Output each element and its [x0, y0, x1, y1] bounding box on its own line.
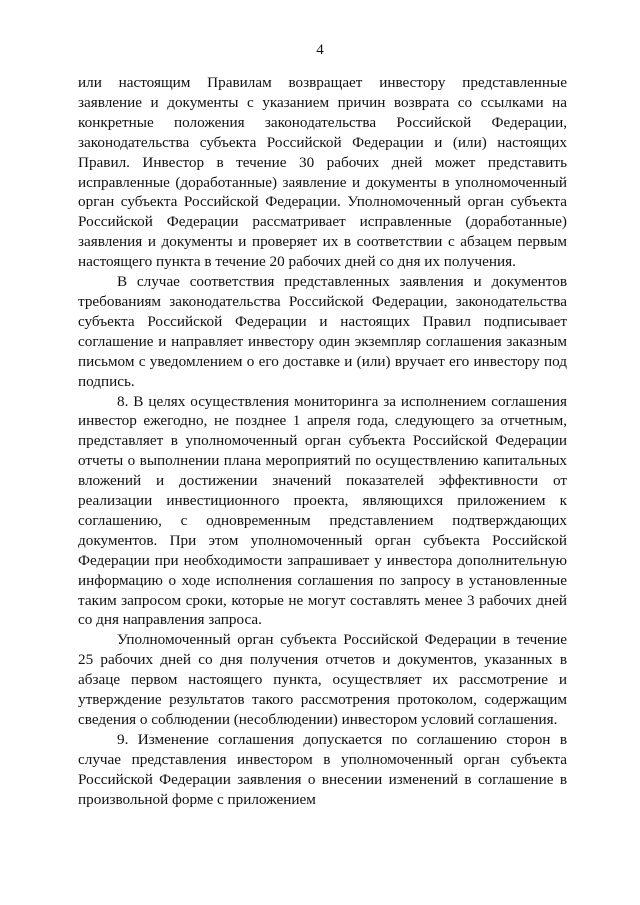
document-body: [78, 73, 567, 810]
paragraph-return-documents: или настоящим Правилам возвращает инвестору представленные заявление и документы с указанием причин возврата со ссылками на конкретные положения законодательства Российской Федерации, законодательства субъекта Российской Федерации и (или) настоящих Правил. Инвестор в течение 30 рабочих дней может представить исправленные (доработанные) заявление и документы в уполномоченный орган субъекта Российской Федерации. Уполномоченный орган субъекта Российской Федерации рассматривает исправленные (доработанные) заявления и документы и проверяет их в соответствии с абзацем первым настоящего пункта в течение 20 рабочих дней со дня их получения.: [78, 74, 567, 271]
paragraph-report-review: Уполномоченный орган субъекта Российской Федерации в течение 25 рабочих дней со дня получения отчетов и документов, указанных в абзаце первом настоящего пункта, осуществляет их рассмотрение и утверждение результатов такого рассмотрения протоколом, содержащим сведения о соблюдении (несоблюдении) инвестором условий соглашения.: [78, 631, 567, 728]
paragraph-item-9-amendment: 9. Изменение соглашения допускается по соглашению сторон в случае представления инвестором в уполномоченный орган субъекта Российской Федерации заявления о внесении изменений в соглашение в произвольной форме с приложением: [78, 730, 567, 808]
paragraph-item-8-monitoring: 8. В целях осуществления мониторинга за исполнением соглашения инвестор ежегодно, не позднее 1 апреля года, следующего за отчетным, представляет в уполномоченный орган субъекта Российской Федерации отчеты о выполнении плана мероприятий по осуществлению капитальных вложений и достижении значений показателей эффективности от реализации инвестиционного проекта, являющихся приложением к соглашению, с одновременным представлением подтверждающих документов. При этом уполномоченный орган субъекта Российской Федерации при необходимости запрашивает у инвестора дополнительную информацию о ходе исполнения соглашения по запросу в установленные таким запросом сроки, которые не могут составлять менее 3 рабочих дней со дня направления запроса.: [78, 392, 567, 629]
page-number: 4: [316, 42, 324, 58]
paragraph-signing-agreement: В случае соответствия представленных заявления и документов требованиям законодательства Российской Федерации, законодательства субъекта Российской Федерации и настоящих Правил подписывает соглашение и направляет инвестору один экземпляр соглашения заказным письмом с уведомлением о его доставке и (или) вручает его инвестору под подпись.: [78, 273, 567, 390]
